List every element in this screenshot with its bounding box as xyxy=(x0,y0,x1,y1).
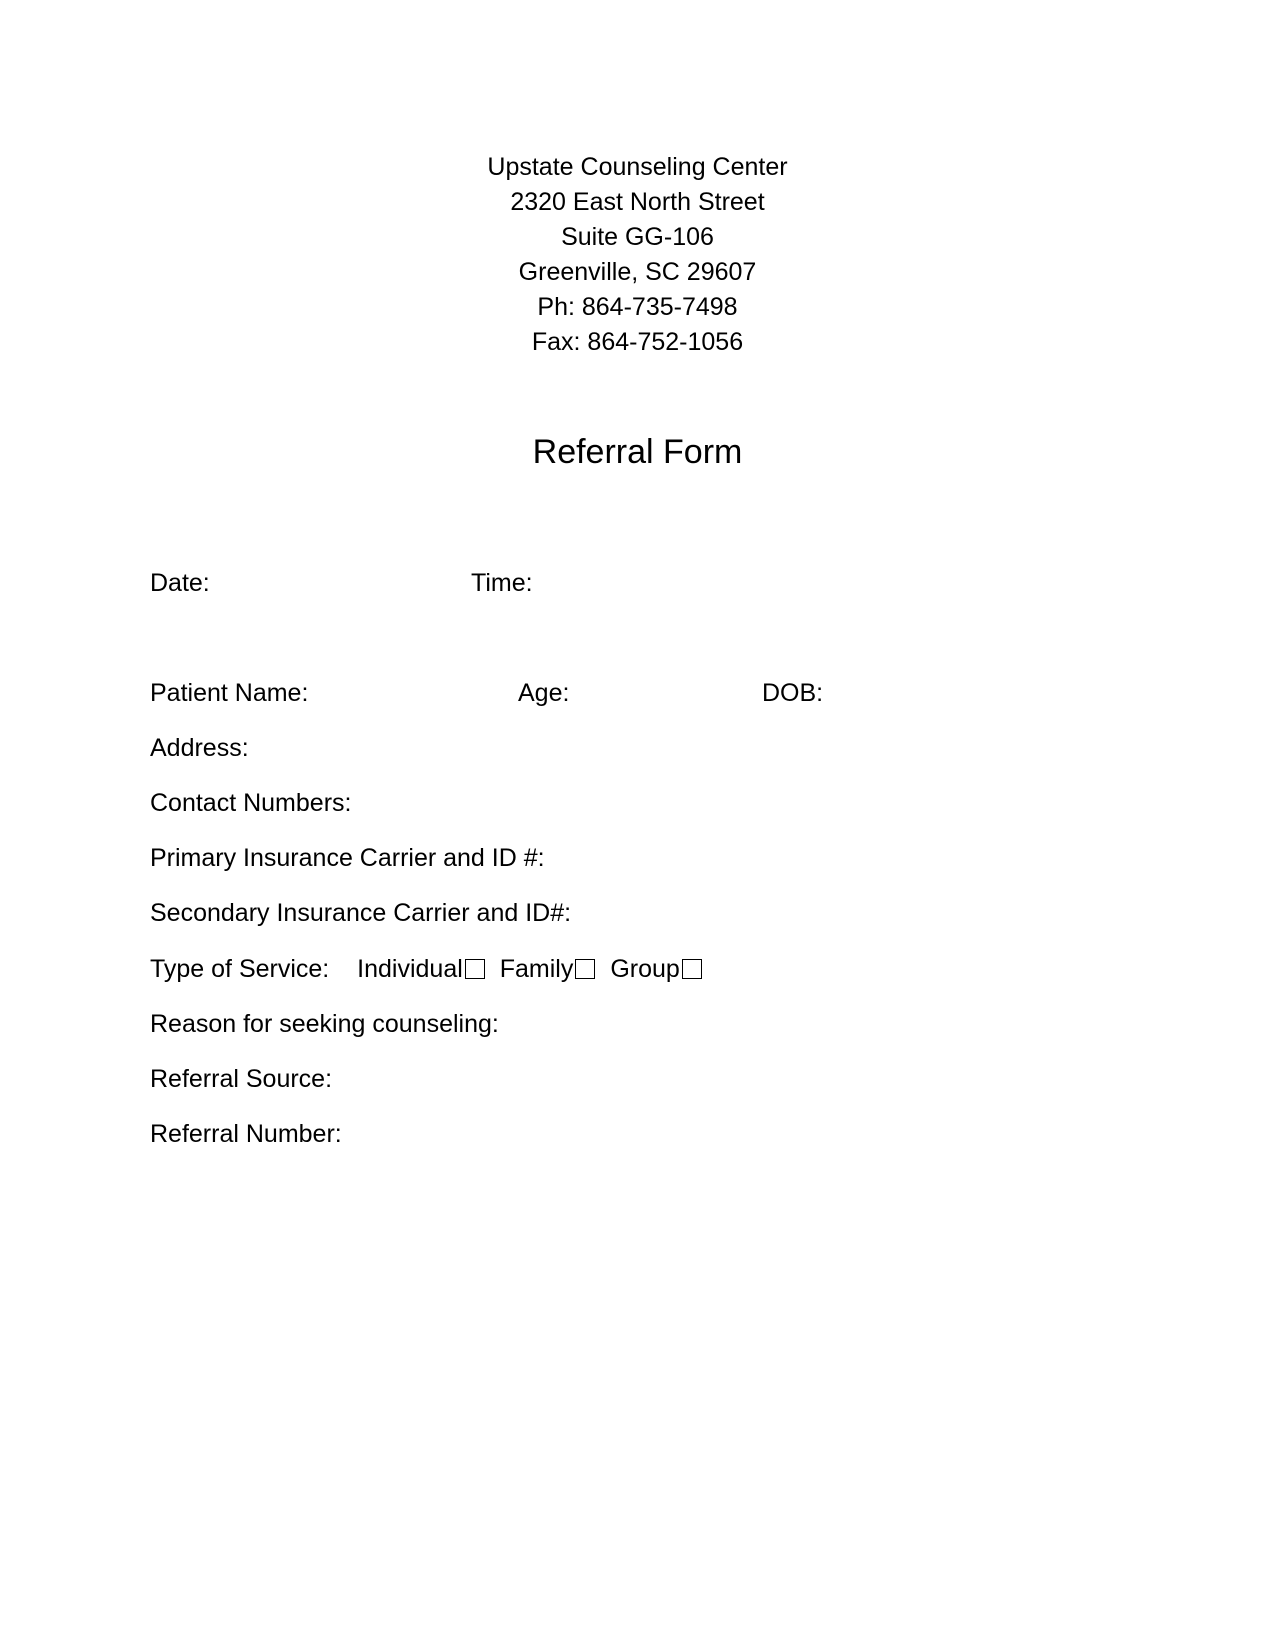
primary-insurance-label: Primary Insurance Carrier and ID #: xyxy=(150,844,545,872)
fax-number: Fax: 864-752-1056 xyxy=(531,328,744,356)
service-option-individual xyxy=(357,953,493,985)
suite: Suite GG-106 xyxy=(561,223,714,251)
city-state-zip: Greenville, SC 29607 xyxy=(518,258,757,286)
page-title: Referral Form xyxy=(532,433,743,471)
group-checkbox[interactable] xyxy=(682,959,702,979)
service-option-family xyxy=(500,953,604,985)
time-label: Time: xyxy=(471,569,533,597)
contact-numbers-label: Contact Numbers: xyxy=(150,789,352,817)
phone-number: Ph: 864-735-7498 xyxy=(537,293,738,321)
service-option-label: Group xyxy=(610,955,680,983)
individual-checkbox[interactable] xyxy=(465,959,485,979)
patient-name-label: Patient Name: xyxy=(150,679,309,707)
reason-label: Reason for seeking counseling: xyxy=(150,1010,499,1038)
type-of-service-label: Type of Service: xyxy=(150,955,330,983)
service-option-label: Family xyxy=(499,955,574,983)
service-option-group xyxy=(610,953,709,985)
service-option-label: Individual xyxy=(357,955,463,983)
date-label: Date: xyxy=(150,569,210,597)
referral-source-label: Referral Source: xyxy=(150,1065,333,1093)
secondary-insurance-label: Secondary Insurance Carrier and ID#: xyxy=(150,899,572,927)
dob-label: DOB: xyxy=(762,679,824,707)
family-checkbox[interactable] xyxy=(575,959,595,979)
street-address: 2320 East North Street xyxy=(510,188,765,216)
age-label: Age: xyxy=(518,679,570,707)
org-name: Upstate Counseling Center xyxy=(487,153,788,181)
letterhead xyxy=(0,150,1275,360)
referral-number-label: Referral Number: xyxy=(150,1120,342,1148)
type-of-service-row xyxy=(150,953,710,985)
address-label: Address: xyxy=(150,734,249,762)
